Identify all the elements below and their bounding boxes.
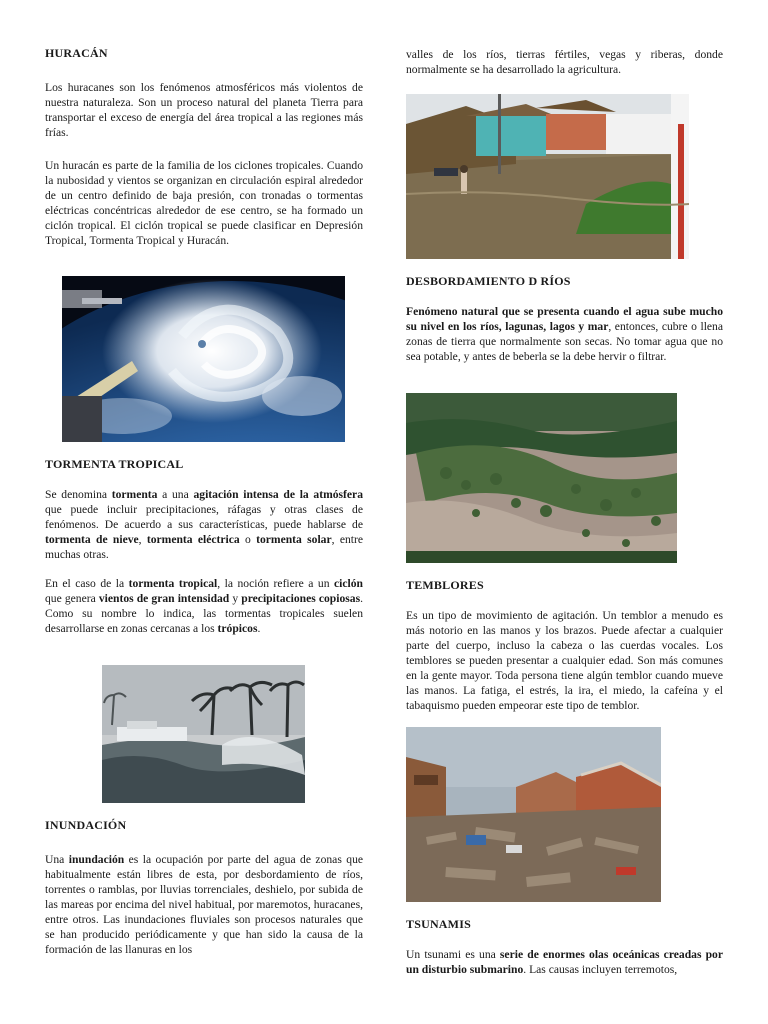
- heading-desbordamiento-rios: DESBORDAMIENTO D RÍOS: [406, 274, 571, 288]
- earthquake-rubble-image: [406, 727, 661, 902]
- bold-text-segment: precipitaciones copiosas: [241, 592, 361, 605]
- text-segment: , entonces, cubre o llena zonas de tierra que normalmente son secas. No tomar agua que no sea potable, y antes de beberla se la debe hervir o filtrar.: [406, 320, 723, 363]
- huracan-paragraph-1: Los huracanes son los fenómenos atmosféricos más violentos de nuestra naturaleza. Son un proceso natural del planeta Tierra para transportar el exceso de energía del área tropical a las regiones más frías.: [45, 81, 363, 139]
- heading-tsunamis: TSUNAMIS: [406, 917, 471, 931]
- text-segment: .: [257, 622, 261, 635]
- inundacion-continuation: valles de los ríos, tierras fértiles, vegas y riberas, donde normalmente se ha desarrollado la agricultura.: [406, 48, 723, 76]
- text-segment: En el caso de la: [45, 577, 129, 590]
- text-segment: , entre muchas otras.: [45, 533, 363, 561]
- river-overflow-aerial-image: [406, 393, 677, 563]
- text-segment: a una: [157, 488, 194, 501]
- text-segment: Un tsunami es una: [406, 948, 500, 961]
- huracan-paragraph-2: Un huracán es parte de la familia de los ciclones tropicales. Cuando la nubosidad y vientos se organizan en circulación espiral alrededor de un centro definido de baja presión, con tronadas o tormentas eléctricas concéntricas alrededor de ese centro, se ha formado un ciclón tropical. El ciclón tropical se puede clasificar en Depresión Tropical, Tormenta Tropical y Huracán.: [45, 159, 363, 247]
- tropical-storm-image: [102, 665, 305, 803]
- heading-huracan: HURACÁN: [45, 46, 108, 60]
- bold-text-segment: tormenta tropical: [128, 577, 218, 590]
- tsunamis-paragraph-1: [406, 947, 723, 977]
- text-segment: . Como su nombre lo indica, las tormentas tropicales suelen desarrollarse en zonas cercanas a los: [45, 592, 363, 635]
- heading-inundacion: INUNDACIÓN: [45, 818, 127, 832]
- flooded-street-image: [406, 94, 689, 259]
- desbordamiento-paragraph-1: [406, 304, 723, 364]
- bold-text-segment: agitación intensa de la atmósfera: [193, 488, 364, 501]
- bold-text-segment: Fenómeno natural que se presenta cuando el agua sube mucho su nivel en los ríos, lagunas, lagos y mar: [406, 305, 723, 333]
- text-segment: Una: [45, 853, 69, 866]
- bold-text-segment: tormenta de nieve: [45, 533, 139, 546]
- text-segment: , la noción refiere a un: [217, 577, 335, 590]
- bold-text-segment: tormenta: [111, 488, 158, 501]
- text-segment: que puede incluir precipitaciones, ráfagas y otras clases de fenómenos. De acuerdo a sus características, puede hablarse de: [45, 503, 363, 531]
- bold-text-segment: ciclón: [334, 577, 363, 590]
- text-segment: y: [229, 592, 242, 605]
- temblores-paragraph-1: Es un tipo de movimiento de agitación. Un temblor a menudo es más notorio en las manos y los brazos. Puede afectar a cualquier parte del cuerpo, incluso la cabeza o las cuerdas vocales. Los temblores se pueden presentar a cualquier edad. Son más comunes en la gente mayor. Toda persona tiene algún temblor cuando mueve las manos. La fatiga, el estrés, la ira, el miedo, la cafeína y el tabaquismo pueden empeorar este tipo de temblor.: [406, 609, 723, 712]
- text-segment: es la ocupación por parte del agua de zonas que habitualmente están libres de esta, por desbordamiento de ríos, torrentes o ramblas, por lluvias torrenciales, deshielo, por subida de las mareas por encima del nivel habitual, por maremotos, huracanes, entre otros. Las inundaciones fluviales son procesos naturales que se han producido periódicamente y que han sido la causa de la formación de las llanuras en los: [45, 853, 364, 956]
- hurricane-satellite-image: [62, 276, 345, 442]
- bold-text-segment: tormenta solar: [256, 533, 332, 546]
- tormenta-paragraph-1: [45, 487, 363, 562]
- text-segment: o: [239, 533, 257, 546]
- heading-tormenta-tropical: TORMENTA TROPICAL: [45, 457, 184, 471]
- text-segment: ,: [138, 533, 147, 546]
- bold-text-segment: inundación: [68, 853, 125, 866]
- text-segment: que genera: [45, 592, 99, 605]
- bold-text-segment: serie de enormes olas oceánicas creadas por un disturbio submarino: [406, 948, 724, 976]
- tormenta-paragraph-2: [45, 576, 363, 636]
- inundacion-paragraph-1: [45, 852, 363, 957]
- text-segment: . Las causas incluyen terremotos,: [523, 963, 678, 976]
- heading-temblores: TEMBLORES: [406, 578, 484, 592]
- bold-text-segment: tormenta eléctrica: [146, 533, 240, 546]
- text-segment: Se denomina: [45, 488, 112, 501]
- bold-text-segment: trópicos: [217, 622, 258, 635]
- bold-text-segment: vientos de gran intensidad: [98, 592, 230, 605]
